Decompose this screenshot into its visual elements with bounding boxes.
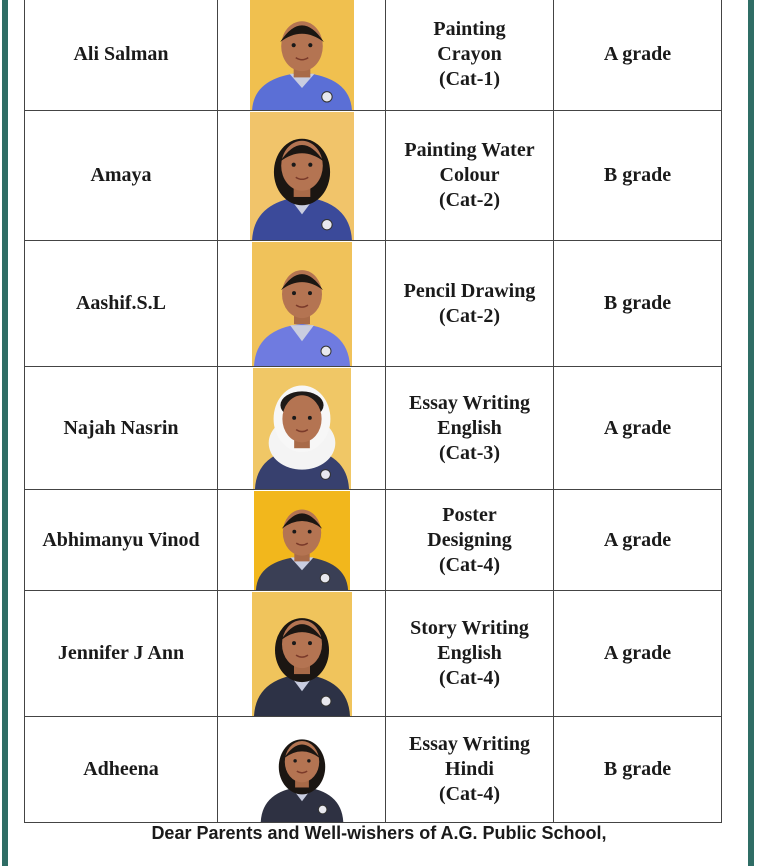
student-photo <box>250 112 354 240</box>
competition-item-line: Pencil Drawing <box>403 279 536 302</box>
photo-cell <box>218 0 386 111</box>
competition-item-line: Essay Writing <box>409 391 530 414</box>
competition-item-line: Painting Water <box>404 139 535 161</box>
competition-item <box>386 490 554 591</box>
competition-item-line: (Cat-2) <box>438 189 501 211</box>
photo-cell <box>218 490 386 591</box>
competition-item <box>386 111 554 241</box>
photo-cell <box>218 717 386 823</box>
competition-item-line: (Cat-4) <box>438 553 501 576</box>
student-photo <box>250 0 354 110</box>
student-name: Ali Salman <box>25 0 218 111</box>
student-name: Najah Nasrin <box>25 367 218 490</box>
grade: B grade <box>554 111 722 241</box>
student-photo <box>259 718 345 822</box>
competition-item-line: Designing <box>427 528 512 551</box>
student-name: Amaya <box>25 111 218 241</box>
competition-item-line: Essay Writing <box>409 733 530 755</box>
table-row <box>25 591 722 717</box>
student-name: Abhimanyu Vinod <box>25 490 218 591</box>
competition-item <box>386 591 554 717</box>
competition-item-line: Painting <box>433 18 506 40</box>
competition-item-line: (Cat-4) <box>438 783 501 805</box>
table-row <box>25 717 722 823</box>
table-row <box>25 111 722 241</box>
table-row <box>25 490 722 591</box>
photo-cell <box>218 367 386 490</box>
page-border-left <box>2 0 8 866</box>
grade: A grade <box>554 591 722 717</box>
competition-item-line: Poster <box>442 503 497 526</box>
grade: B grade <box>554 241 722 367</box>
competition-item-line: (Cat-2) <box>438 304 501 327</box>
competition-item <box>386 0 554 111</box>
table-row <box>25 367 722 490</box>
competition-item-line: English <box>437 416 502 439</box>
student-name: Aashif.S.L <box>25 241 218 367</box>
table-row <box>25 241 722 367</box>
photo-cell <box>218 241 386 367</box>
competition-item-line: (Cat-4) <box>438 667 501 689</box>
competition-item-line: Story Writing <box>410 617 529 639</box>
competition-item <box>386 717 554 823</box>
competition-item <box>386 367 554 490</box>
student-name: Adheena <box>25 717 218 823</box>
student-name: Jennifer J Ann <box>25 591 218 717</box>
competition-item-line: (Cat-1) <box>438 68 501 90</box>
competition-item-line: (Cat-3) <box>438 441 501 464</box>
student-photo <box>254 491 350 590</box>
grade: B grade <box>554 717 722 823</box>
student-photo <box>252 592 352 716</box>
results-table <box>24 0 722 823</box>
photo-cell <box>218 111 386 241</box>
grade: A grade <box>554 0 722 111</box>
page-border-right <box>748 0 754 866</box>
table-row <box>25 0 722 111</box>
competition-item-line: Crayon <box>437 43 502 65</box>
student-photo <box>252 242 352 366</box>
grade: A grade <box>554 367 722 490</box>
competition-item-line: English <box>437 642 502 664</box>
competition-item-line: Colour <box>439 164 500 186</box>
competition-item <box>386 241 554 367</box>
photo-cell <box>218 591 386 717</box>
grade: A grade <box>554 490 722 591</box>
footer-greeting: Dear Parents and Well-wishers of A.G. Public School, <box>151 823 607 843</box>
student-photo <box>253 368 351 489</box>
competition-item-line: Hindi <box>445 758 494 780</box>
